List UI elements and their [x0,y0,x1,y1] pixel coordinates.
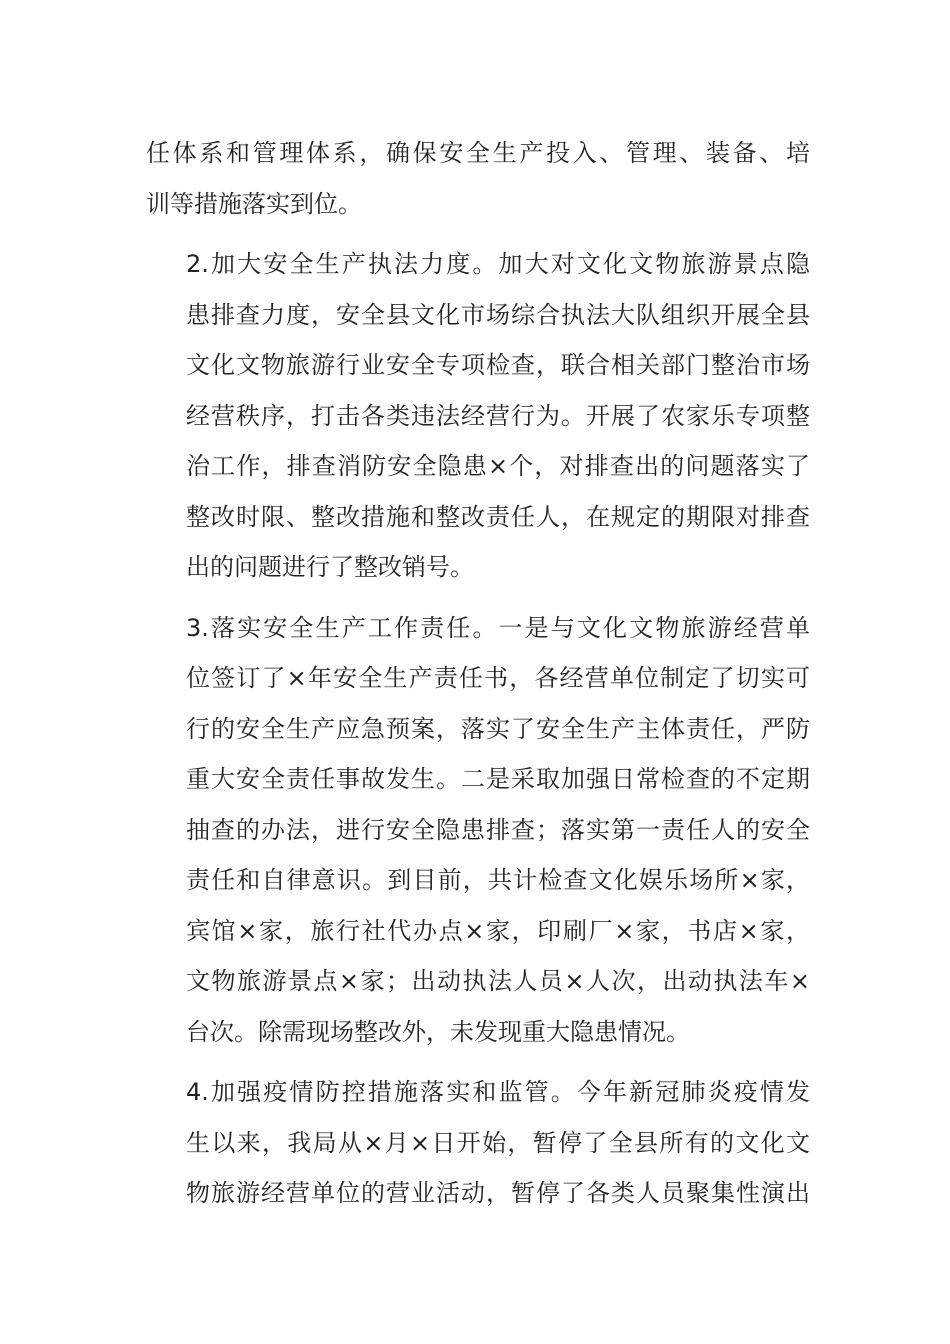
paragraph-2 [146,239,810,593]
text-line: 2.加大安全生产执法力度。加大对文化文物旅游景点隐 [186,250,810,278]
text-line: 行的安全生产应急预案，落实了安全生产主体责任，严防 [186,714,810,743]
paragraph-4 [146,1067,810,1219]
text-line: 物旅游经营单位的营业活动，暂停了各类人员聚集性演出 [186,1179,810,1207]
document-body [146,128,810,1229]
text-line: 重大安全责任事故发生。二是采取加强日常检查的不定期 [186,765,810,793]
paragraph-3 [146,603,810,1058]
text-line: 经营秩序，打击各类违法经营行为。开展了农家乐专项整 [186,401,810,430]
text-line: 责任和自律意识。到目前，共计检查文化娱乐场所×家， [186,866,810,894]
text-line: 生以来，我局从×月×日开始，暂停了全县所有的文化文 [186,1128,810,1157]
text-line: 出的问题进行了整改销号。 [186,553,474,581]
text-line: 训等措施落实到位。 [146,189,362,218]
text-line: 台次。除需现场整改外，未发现重大隐患情况。 [186,1017,690,1046]
text-line: 整改时限、整改措施和整改责任人，在规定的期限对排查 [186,502,810,531]
text-line: 文物旅游景点×家；出动执法人员×人次，出动执法车× [186,967,810,995]
text-line: 3.落实安全生产工作责任。一是与文化文物旅游经营单 [186,613,810,642]
paragraph-1 [146,128,810,229]
text-line: 治工作，排查消防安全隐患×个，对排查出的问题落实了 [186,452,810,480]
text-line: 4.加强疫情防控措施落实和监管。今年新冠肺炎疫情发 [186,1078,810,1106]
text-line: 位签订了×年安全生产责任书，各经营单位制定了切实可 [186,664,810,692]
text-line: 文化文物旅游行业安全专项检查，联合相关部门整治市场 [186,351,810,379]
text-line: 任体系和管理体系，确保安全生产投入、管理、装备、培 [146,139,810,167]
text-line: 患排查力度，安全县文化市场综合执法大队组织开展全县 [186,300,810,329]
text-line: 抽查的办法，进行安全隐患排查；落实第一责任人的安全 [186,815,810,844]
text-line: 宾馆×家，旅行社代办点×家，印刷厂×家，书店×家， [186,916,810,945]
